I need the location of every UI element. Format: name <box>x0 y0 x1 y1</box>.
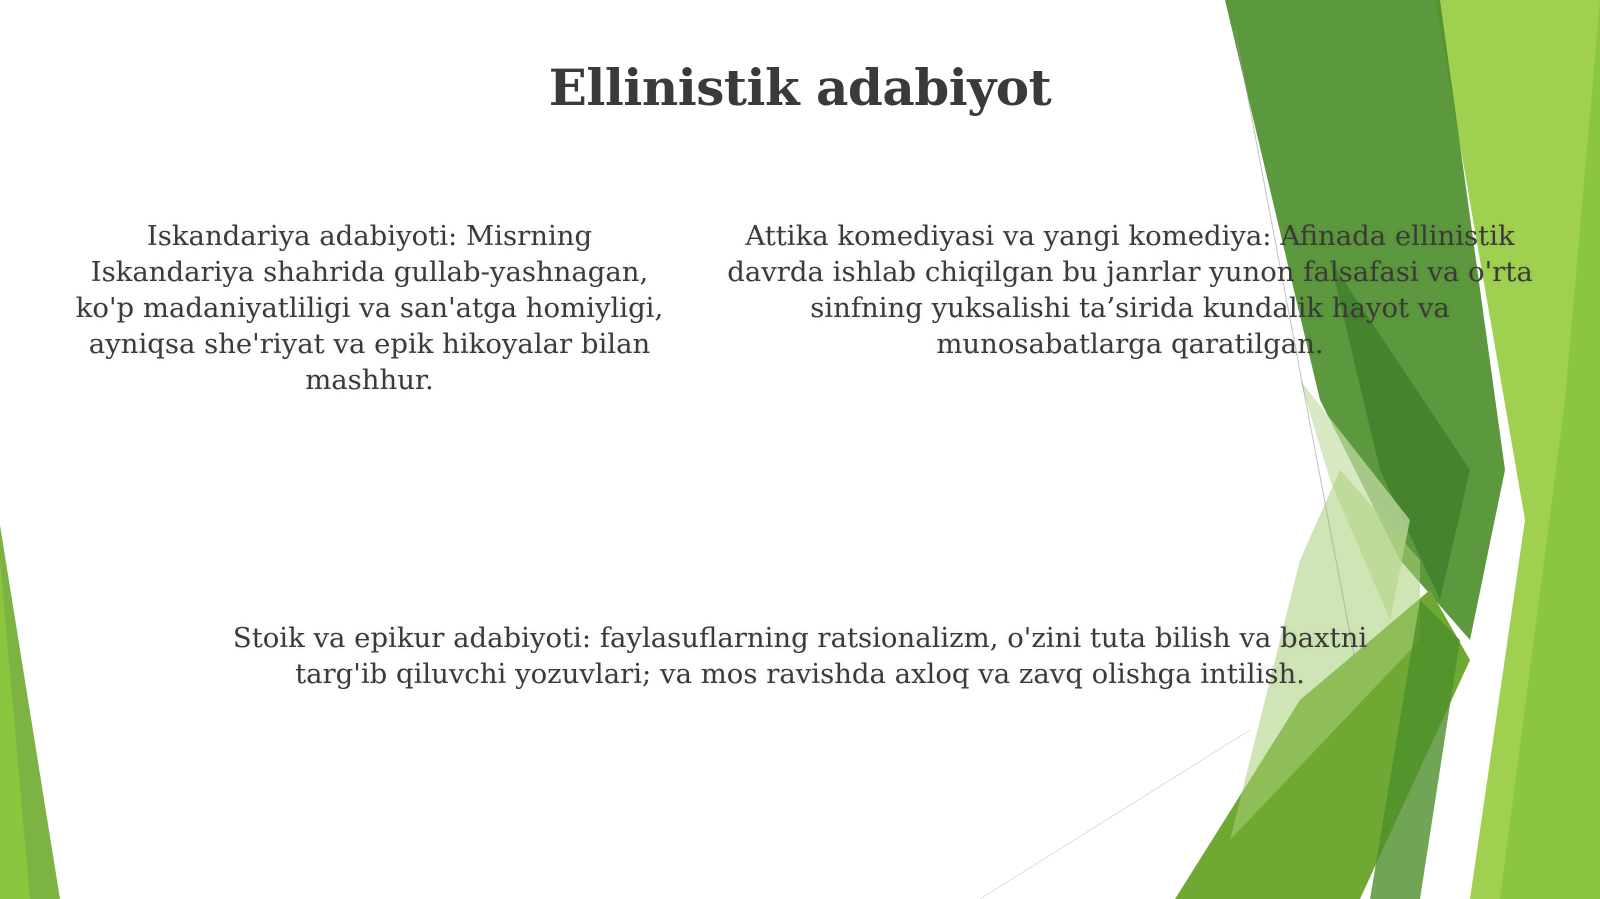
text-block-attic-comedy: Attika komediyasi va yangi komediya: Afinada ellinistik davrda ishlab chiqilgan bu janrlar yunon falsafasi va o'rta sinfning yuksalishi ta’sirida kundalik hayot va munosabatlarga qaratilgan. <box>727 220 1533 360</box>
slide-title: Ellinistik adabiyot <box>548 58 1052 117</box>
text-block-alexandria: Iskandariya adabiyoti: Misrning Iskandariya shahrida gullab-yashnagan, ko'p madaniyatliligi va san'atga homiyligi, ayniqsa she'riyat va epik hikoyalar bilan mashhur. <box>75 220 664 396</box>
text-block-stoic-epicurean: Stoik va epikur adabiyoti: faylasuflarning ratsionalizm, o'zini tuta bilish va baxtni targ'ib qiluvchi yozuvlari; va mos ravishda axloq va zavq olishga intilish. <box>232 622 1368 690</box>
